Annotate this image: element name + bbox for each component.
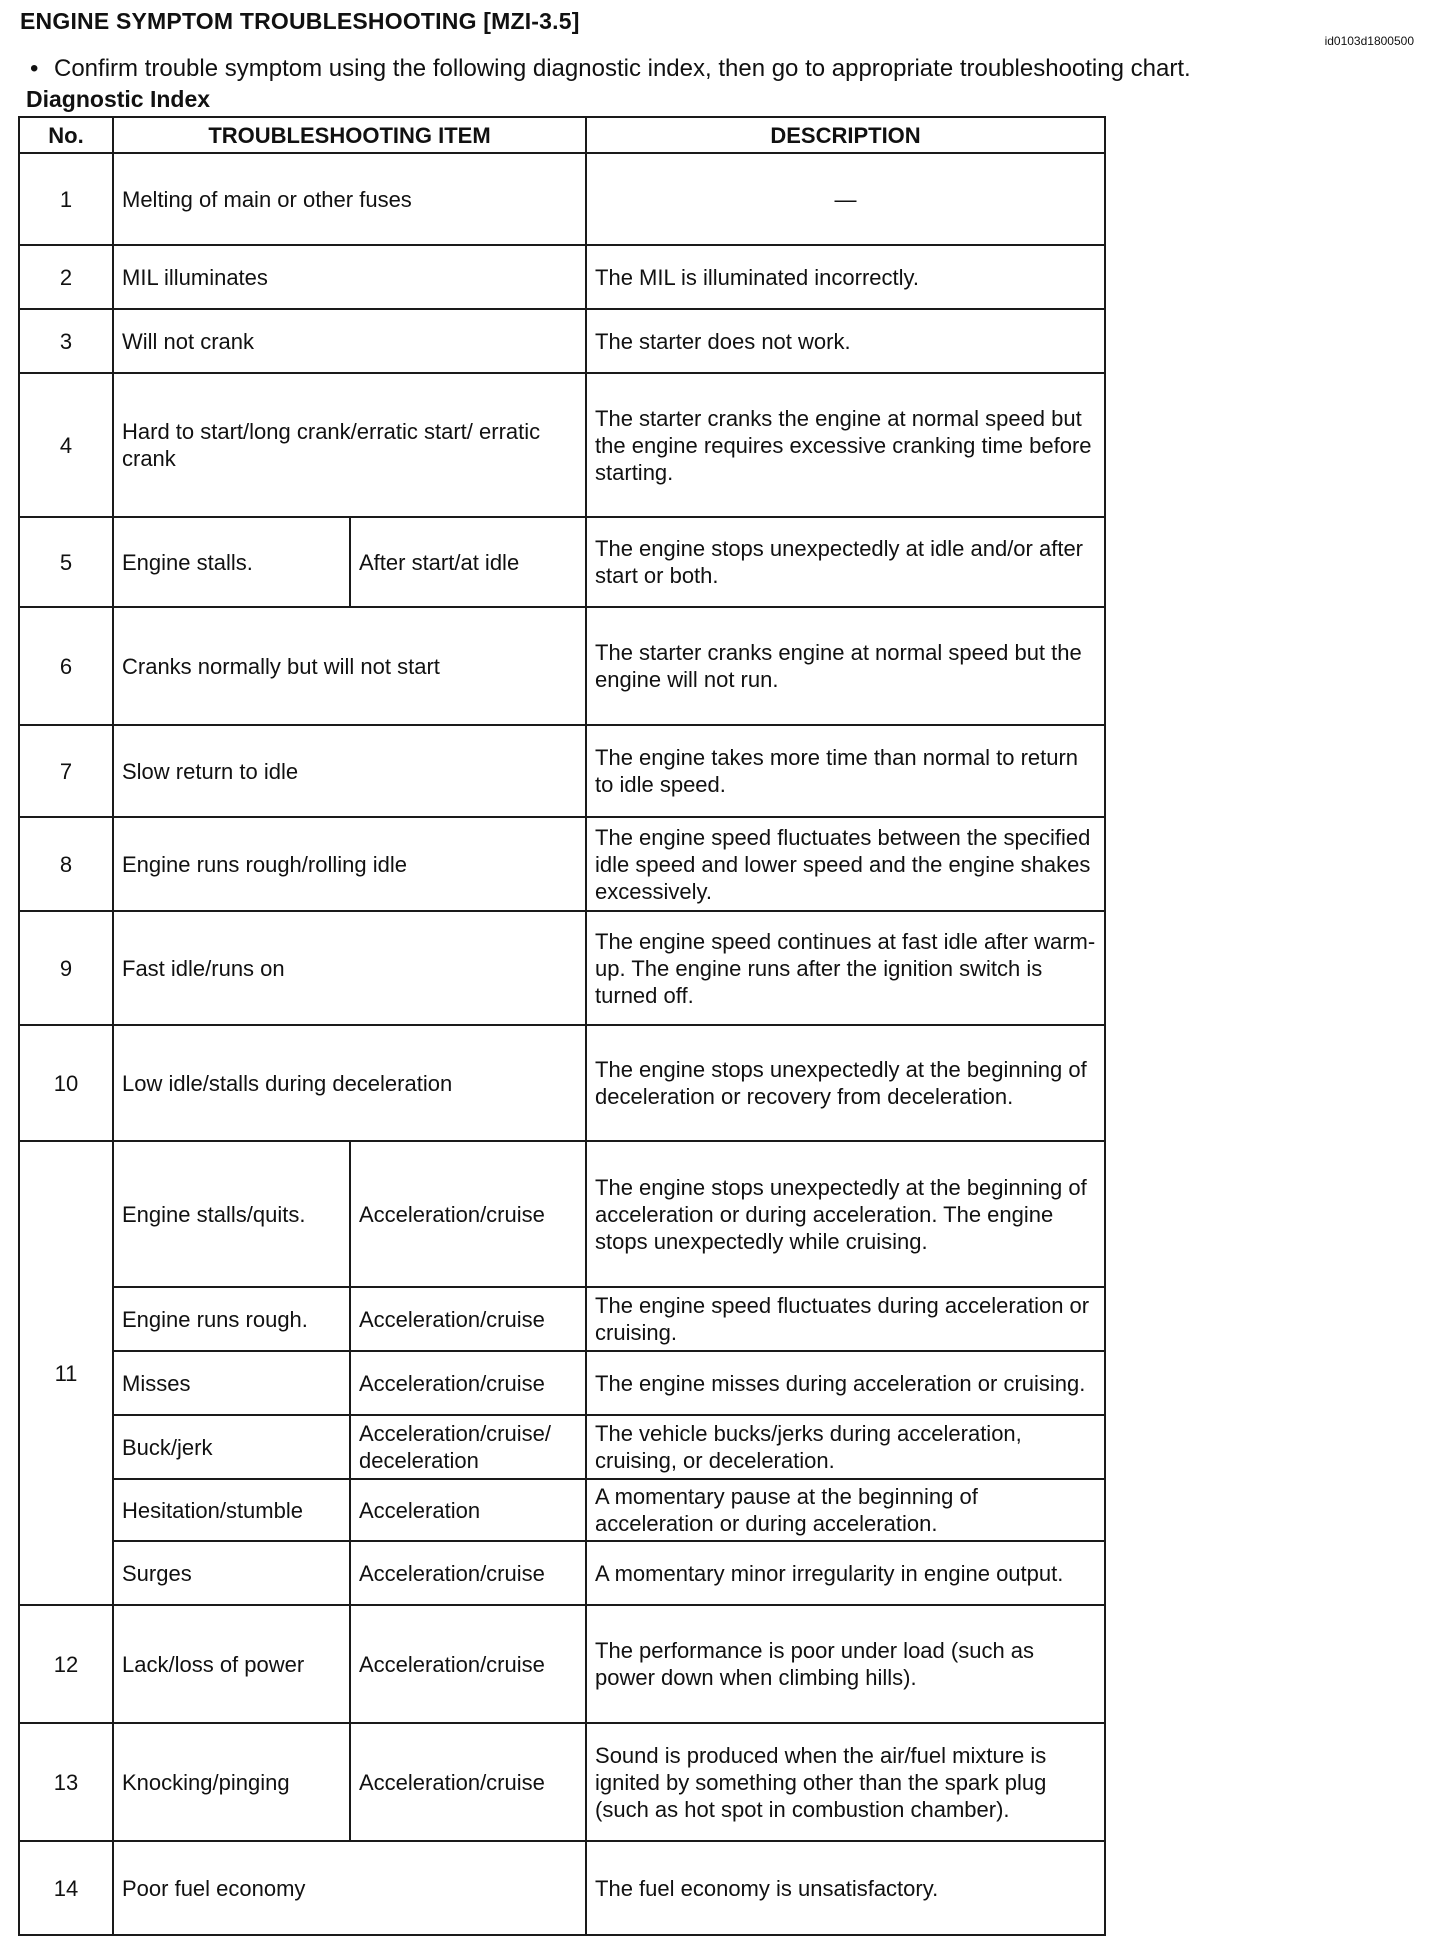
description: The engine speed fluctuates between the specified idle speed and lower speed and the engine shakes excessively. xyxy=(586,817,1105,911)
table-row xyxy=(19,1025,1105,1141)
description: The starter cranks the engine at normal speed but the engine requires excessive cranking time before starting. xyxy=(586,373,1105,517)
table-row xyxy=(19,1141,1105,1287)
table-row xyxy=(19,1479,1105,1541)
description: The engine stops unexpectedly at the beginning of deceleration or recovery from deceleration. xyxy=(586,1025,1105,1141)
troubleshooting-item: Cranks normally but will not start xyxy=(113,607,586,725)
table-row xyxy=(19,607,1105,725)
table-row xyxy=(19,153,1105,245)
column-header-description: DESCRIPTION xyxy=(586,117,1105,153)
section-heading: Diagnostic Index xyxy=(26,86,211,112)
troubleshooting-item: Engine stalls/quits. xyxy=(113,1141,350,1287)
document-id: id0103d1800500 xyxy=(1324,34,1414,48)
description: The engine stops unexpectedly at the beginning of acceleration or during acceleration. The engine stops unexpectedly while cruising. xyxy=(586,1141,1105,1287)
description: The vehicle bucks/jerks during acceleration, cruising, or deceleration. xyxy=(586,1415,1105,1479)
troubleshooting-item: MIL illuminates xyxy=(113,245,586,309)
description: Sound is produced when the air/fuel mixture is ignited by something other than the spark plug (such as hot spot in combustion chamber). xyxy=(586,1723,1105,1841)
description: The starter does not work. xyxy=(586,309,1105,373)
description: The engine takes more time than normal to return to idle speed. xyxy=(586,725,1105,817)
description: The engine speed continues at fast idle after warm-up. The engine runs after the ignition switch is turned off. xyxy=(586,911,1105,1025)
table-row xyxy=(19,725,1105,817)
troubleshooting-item: Engine runs rough. xyxy=(113,1287,350,1351)
intro-line xyxy=(30,55,1191,83)
condition: Acceleration/cruise/ deceleration xyxy=(350,1415,586,1479)
row-number: 1 xyxy=(19,153,113,245)
row-number: 5 xyxy=(19,517,113,607)
table-row xyxy=(19,1841,1105,1935)
table-row xyxy=(19,1287,1105,1351)
row-number: 11 xyxy=(19,1141,113,1605)
row-number: 14 xyxy=(19,1841,113,1935)
troubleshooting-item: Misses xyxy=(113,1351,350,1415)
troubleshooting-item: Melting of main or other fuses xyxy=(113,153,586,245)
row-number: 12 xyxy=(19,1605,113,1723)
troubleshooting-item: Knocking/pinging xyxy=(113,1723,350,1841)
troubleshooting-item: Buck/jerk xyxy=(113,1415,350,1479)
table-row xyxy=(19,517,1105,607)
table-row xyxy=(19,373,1105,517)
row-number: 7 xyxy=(19,725,113,817)
table-row xyxy=(19,1351,1105,1415)
row-number: 10 xyxy=(19,1025,113,1141)
table-row xyxy=(19,817,1105,911)
row-number: 9 xyxy=(19,911,113,1025)
description: A momentary minor irregularity in engine output. xyxy=(586,1541,1105,1605)
troubleshooting-item: Engine runs rough/rolling idle xyxy=(113,817,586,911)
table-row xyxy=(19,309,1105,373)
row-number: 4 xyxy=(19,373,113,517)
row-number: 2 xyxy=(19,245,113,309)
troubleshooting-item: Low idle/stalls during deceleration xyxy=(113,1025,586,1141)
description: The performance is poor under load (such as power down when climbing hills). xyxy=(586,1605,1105,1723)
troubleshooting-item: Engine stalls. xyxy=(113,517,350,607)
description: The MIL is illuminated incorrectly. xyxy=(586,245,1105,309)
table-row xyxy=(19,1415,1105,1479)
condition: Acceleration/cruise xyxy=(350,1541,586,1605)
intro-text: Confirm trouble symptom using the following diagnostic index, then go to appropriate troubleshooting chart. xyxy=(54,55,1191,82)
table-row xyxy=(19,245,1105,309)
troubleshooting-item: Will not crank xyxy=(113,309,586,373)
condition: Acceleration/cruise xyxy=(350,1351,586,1415)
description: The engine stops unexpectedly at idle and/or after start or both. xyxy=(586,517,1105,607)
table-row xyxy=(19,1541,1105,1605)
diagnostic-index-table xyxy=(18,116,1106,1936)
table-row xyxy=(19,1723,1105,1841)
troubleshooting-item: Fast idle/runs on xyxy=(113,911,586,1025)
troubleshooting-item: Slow return to idle xyxy=(113,725,586,817)
description: The engine misses during acceleration or cruising. xyxy=(586,1351,1105,1415)
row-number: 3 xyxy=(19,309,113,373)
description: — xyxy=(586,153,1105,245)
troubleshooting-item: Lack/loss of power xyxy=(113,1605,350,1723)
condition: After start/at idle xyxy=(350,517,586,607)
table-row xyxy=(19,1605,1105,1723)
column-header-item: TROUBLESHOOTING ITEM xyxy=(113,117,586,153)
bullet-icon: • xyxy=(30,55,39,82)
condition: Acceleration/cruise xyxy=(350,1141,586,1287)
table-header-row xyxy=(19,117,1105,153)
condition: Acceleration/cruise xyxy=(350,1287,586,1351)
troubleshooting-item: Hesitation/stumble xyxy=(113,1479,350,1541)
condition: Acceleration/cruise xyxy=(350,1723,586,1841)
condition: Acceleration xyxy=(350,1479,586,1541)
troubleshooting-item: Surges xyxy=(113,1541,350,1605)
table-row xyxy=(19,911,1105,1025)
description: The fuel economy is unsatisfactory. xyxy=(586,1841,1105,1935)
column-header-no: No. xyxy=(19,117,113,153)
row-number: 6 xyxy=(19,607,113,725)
troubleshooting-item: Hard to start/long crank/erratic start/ erratic crank xyxy=(113,373,586,517)
row-number: 13 xyxy=(19,1723,113,1841)
description: A momentary pause at the beginning of acceleration or during acceleration. xyxy=(586,1479,1105,1541)
page-title: ENGINE SYMPTOM TROUBLESHOOTING [MZI-3.5] xyxy=(20,8,580,34)
description: The starter cranks engine at normal speed but the engine will not run. xyxy=(586,607,1105,725)
troubleshooting-item: Poor fuel economy xyxy=(113,1841,586,1935)
condition: Acceleration/cruise xyxy=(350,1605,586,1723)
description: The engine speed fluctuates during acceleration or cruising. xyxy=(586,1287,1105,1351)
row-number: 8 xyxy=(19,817,113,911)
